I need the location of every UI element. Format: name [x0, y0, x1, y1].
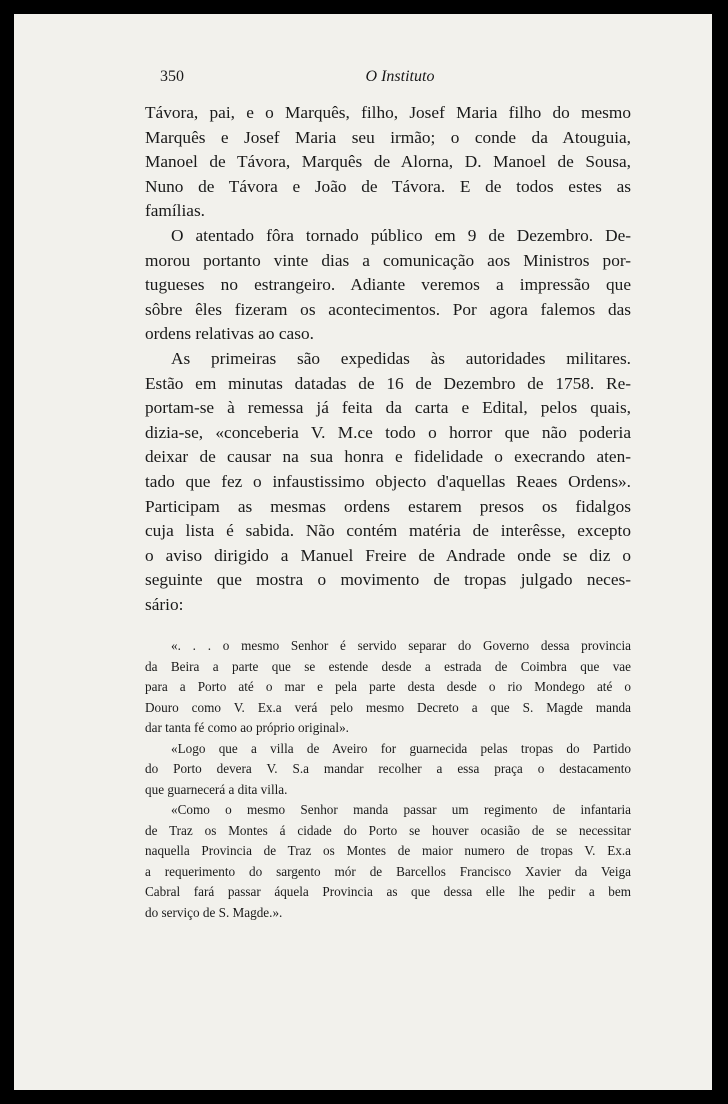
text-line: dizia-se, «conceberia V. M.ce todo o horror que não poderia: [145, 422, 631, 442]
quote-line: «Logo que a villa de Aveiro for guarnecida pelas tropas do Partido: [171, 740, 631, 756]
paragraph-3: [145, 347, 631, 618]
text-line: deixar de causar na sua honra e fidelidade o execrando aten-: [145, 447, 631, 467]
text-line: portam-se à remessa já feita da carta e Edital, pelos quais,: [145, 398, 631, 418]
running-head: [160, 68, 640, 92]
quote-line: para a Porto até o mar e pela parte desta desde o rio Mondego até o: [145, 679, 631, 694]
text-line: o aviso dirigido a Manuel Freire de Andrade onde se diz o: [145, 545, 631, 565]
journal-title: O Instituto: [365, 68, 435, 85]
text-line: sário:: [145, 594, 184, 614]
quote-line: de Traz os Montes á cidade do Porto se houver ocasião de se necessitar: [145, 822, 631, 838]
text-line: Marquês e Josef Maria seu irmão; o conde da Atouguia,: [145, 127, 631, 147]
paragraph-2: [145, 224, 631, 347]
text-line: morou portanto vinte dias a comunicação aos Ministros por-: [145, 250, 631, 270]
quote-line: naquella Provincia de Traz os Montes de maior numero de tropas V. Ex.a: [145, 843, 631, 858]
text-line: sôbre êles fizeram os acontecimentos. Por agora falemos das: [145, 299, 631, 319]
quote-line: dar tanta fé como ao próprio original».: [145, 720, 349, 735]
text-line: Manoel de Távora, Marquês de Alorna, D. Manoel de Sousa,: [145, 152, 631, 172]
text-line: tado que fez o infaustissimo objecto d'aquellas Reaes Ordens».: [145, 471, 631, 491]
quote-paragraph-2: [145, 739, 631, 801]
quote-line: do serviço de S. Magde.».: [145, 904, 283, 920]
quote-line: «. . . o mesmo Senhor é servido separar do Governo dessa provincia: [171, 638, 631, 653]
quote-line: a requerimento do sargento mór de Barcellos Francisco Xavier da Veiga: [145, 863, 631, 879]
quote-line: Cabral fará passar áquela Provincia as que dessa elle lhe pedir a bem: [145, 884, 631, 899]
quote-paragraph-1: [145, 636, 631, 739]
quote-paragraph-3: [145, 800, 631, 923]
book-page: [14, 14, 712, 1090]
text-line: cuja lista é sabida. Não contém matéria de interêsse, excepto: [145, 521, 631, 541]
text-line: seguinte que mostra o movimento de tropas julgado neces-: [145, 570, 631, 590]
quote-line: Douro como V. Ex.a verá pelo mesmo Decreto a que S. Magde manda: [145, 699, 631, 715]
block-quote: [145, 636, 631, 923]
text-line: O atentado fôra tornado público em 9 de Dezembro. De-: [171, 225, 631, 245]
text-line: ordens relativas ao caso.: [145, 324, 314, 344]
quote-line: «Como o mesmo Senhor manda passar um regimento de infantaria: [171, 802, 631, 817]
quote-line: que guarnecerá a dita villa.: [145, 781, 288, 797]
quote-line: da Beira a parte que se estende desde a estrada de Coimbra que vae: [145, 658, 631, 674]
page-number: 350: [160, 68, 184, 85]
body-text: [145, 101, 631, 617]
text-line: famílias.: [145, 201, 205, 221]
text-line: tugueses no estrangeiro. Adiante veremos a impressão que: [145, 275, 631, 295]
text-line: Távora, pai, e o Marquês, filho, Josef Maria filho do mesmo: [145, 103, 631, 122]
text-line: Nuno de Távora e João de Távora. E de todos estes as: [145, 176, 631, 196]
text-line: Estão em minutas datadas de 16 de Dezembro de 1758. Re-: [145, 373, 631, 393]
text-line: As primeiras são expedidas às autoridades militares.: [171, 348, 631, 368]
paragraph-1: [145, 101, 631, 224]
text-line: Participam as mesmas ordens estarem presos os fidalgos: [145, 496, 631, 516]
quote-line: do Porto devera V. S.a mandar recolher a essa praça o destacamento: [145, 761, 631, 776]
